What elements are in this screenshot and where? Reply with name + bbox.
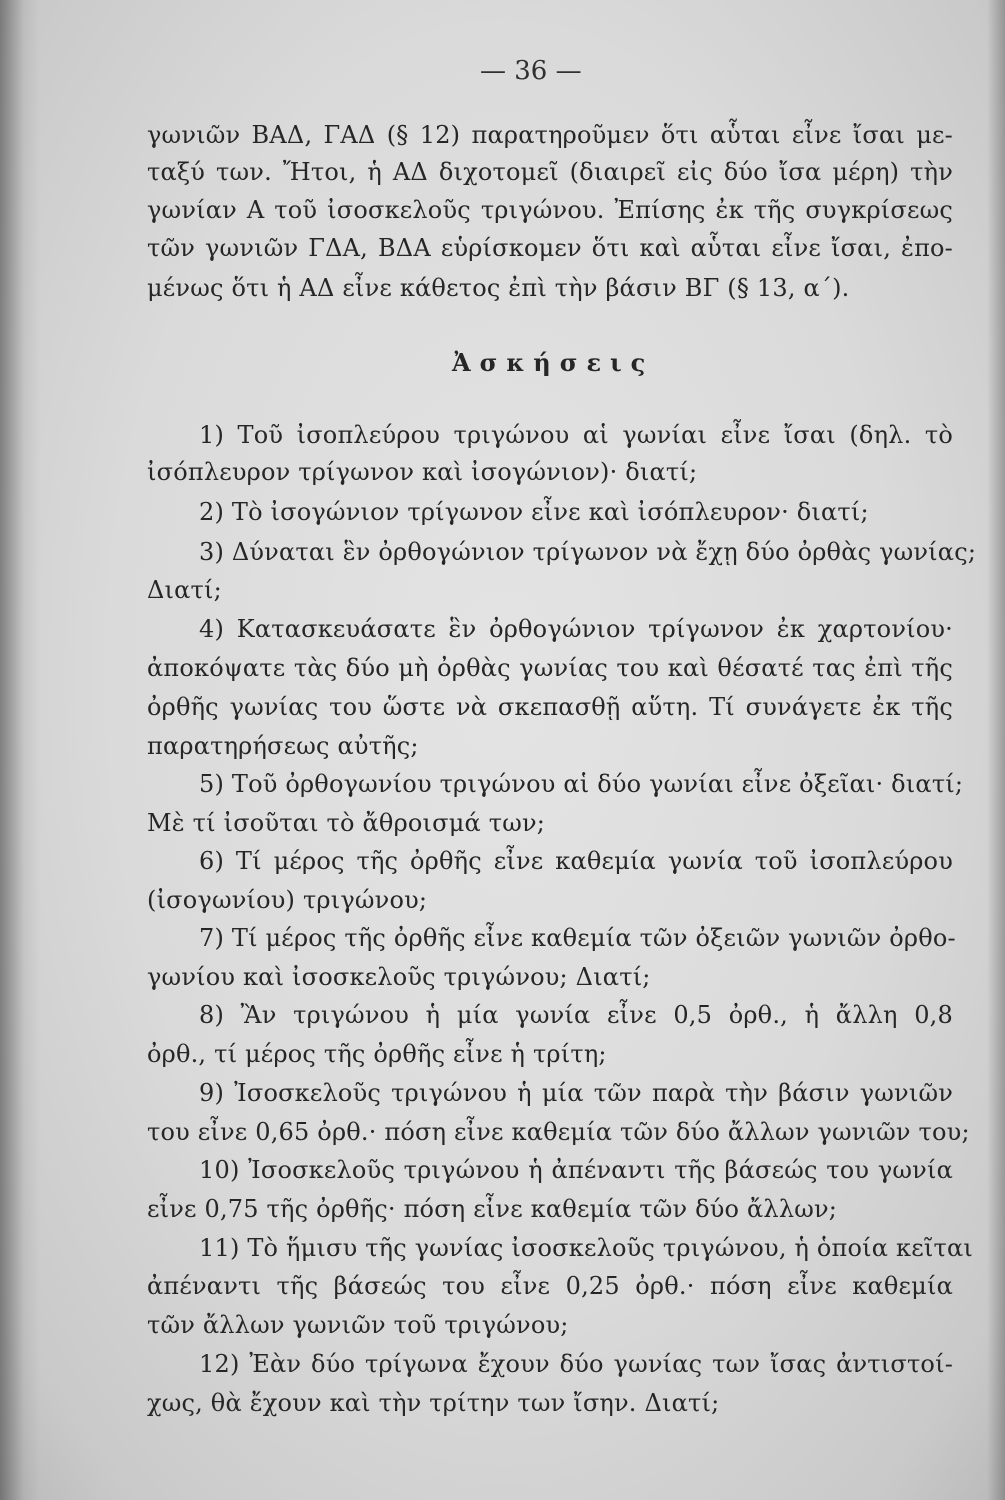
exercise-line: 9) Ἰσοσκελοῦς τριγώνου ἡ μία τῶν παρὰ τὴν βάσιν γωνιῶν	[199, 1079, 953, 1107]
exercise-line: ἀπέναντι τῆς βάσεώς του εἶνε 0,25 ὀρθ.· πόση εἶνε καθεμία	[147, 1272, 953, 1300]
page-edge-shadow	[987, 0, 1005, 1500]
binding-shadow	[0, 0, 40, 1500]
intro-line: ταξύ των. Ἤτοι, ἡ ΑΔ διχοτομεῖ (διαιρεῖ εἰς δύο ἴσα μέρη) τὴν	[147, 158, 953, 186]
exercise-line: ἰσόπλευρον τρίγωνον καὶ ἰσογώνιον)· διατί;	[147, 458, 698, 486]
exercise-line: 3) Δύναται ἓν ὀρθογώνιον τρίγωνον νὰ ἔχῃ δύο ὀρθὰς γωνίας;	[199, 538, 977, 566]
exercise-line: 5) Τοῦ ὀρθογωνίου τριγώνου αἱ δύο γωνίαι εἶνε ὀξεῖαι· διατί;	[199, 770, 964, 798]
intro-line: μένως ὅτι ἡ ΑΔ εἶνε κάθετος ἐπὶ τὴν βάσιν ΒΓ (§ 13, α΄).	[147, 274, 850, 302]
exercise-line: γωνίου καὶ ἰσοσκελοῦς τριγώνου; Διατί;	[147, 963, 651, 991]
exercise-line: Μὲ τί ἰσοῦται τὸ ἄθροισμά των;	[147, 809, 546, 837]
exercise-line: 8) Ἂν τριγώνου ἡ μία γωνία εἶνε 0,5 ὀρθ., ἡ ἄλλη 0,8	[199, 1001, 953, 1029]
exercise-line: τῶν ἄλλων γωνιῶν τοῦ τριγώνου;	[147, 1311, 569, 1339]
page-number: — 36 —	[480, 56, 582, 86]
exercise-line: (ἰσογωνίου) τριγώνου;	[147, 886, 428, 914]
intro-line: τῶν γωνιῶν ΓΔΑ, ΒΔΑ εὑρίσκομεν ὅτι καὶ αὗται εἶνε ἴσαι, ἐπο-	[147, 234, 953, 262]
exercise-line: 12) Ἐὰν δύο τρίγωνα ἔχουν δύο γωνίας των ἴσας ἀντιστοί-	[199, 1350, 953, 1378]
exercise-line: 7) Τί μέρος τῆς ὀρθῆς εἶνε καθεμία τῶν ὀξειῶν γωνιῶν ὀρθο-	[199, 924, 956, 952]
exercise-line: χως, θὰ ἔχουν καὶ τὴν τρίτην των ἴσην. Διατί;	[147, 1389, 720, 1417]
exercise-line: 10) Ἰσοσκελοῦς τριγώνου ἡ ἀπέναντι τῆς βάσεώς του γωνία	[199, 1156, 953, 1184]
exercise-line: 4) Κατασκευάσατε ἓν ὀρθογώνιον τρίγωνον ἐκ χαρτονίου·	[199, 615, 953, 643]
exercise-line: ἀποκόψατε τὰς δύο μὴ ὀρθὰς γωνίας του καὶ θέσατέ τας ἐπὶ τῆς	[147, 654, 953, 682]
intro-line: γωνιῶν ΒΑΔ, ΓΑΔ (§ 12) παρατηροῦμεν ὅτι αὗται εἶνε ἴσαι με-	[147, 121, 953, 149]
exercise-line: 11) Τὸ ἥμισυ τῆς γωνίας ἰσοσκελοῦς τριγώνου, ἡ ὁποία κεῖται	[199, 1234, 973, 1262]
exercise-line: εἶνε 0,75 τῆς ὀρθῆς· πόση εἶνε καθεμία τῶν δύο ἄλλων;	[147, 1195, 838, 1223]
exercise-line: 2) Τὸ ἰσογώνιον τρίγωνον εἶνε καὶ ἰσόπλευρον· διατί;	[199, 498, 869, 526]
exercise-line: 1) Τοῦ ἰσοπλεύρου τριγώνου αἱ γωνίαι εἶνε ἴσαι (δηλ. τὸ	[199, 421, 953, 449]
exercise-line: παρατηρήσεως αὐτῆς;	[147, 732, 419, 760]
exercise-line: ὀρθ., τί μέρος τῆς ὀρθῆς εἶνε ἡ τρίτη;	[147, 1040, 607, 1068]
section-heading: Ἀσκήσεις	[452, 348, 655, 377]
exercise-line: ὀρθῆς γωνίας του ὥστε νὰ σκεπασθῇ αὕτη. Τί συνάγετε ἐκ τῆς	[147, 693, 953, 721]
exercise-line: του εἶνε 0,65 ὀρθ.· πόση εἶνε καθεμία τῶν δύο ἄλλων γωνιῶν του;	[147, 1118, 970, 1146]
intro-line: γωνίαν Α τοῦ ἰσοσκελοῦς τριγώνου. Ἐπίσης ἐκ τῆς συγκρίσεως	[147, 196, 953, 224]
exercise-line: Διατί;	[147, 576, 222, 604]
exercise-line: 6) Τί μέρος τῆς ὀρθῆς εἶνε καθεμία γωνία τοῦ ἰσοπλεύρου	[199, 847, 953, 875]
